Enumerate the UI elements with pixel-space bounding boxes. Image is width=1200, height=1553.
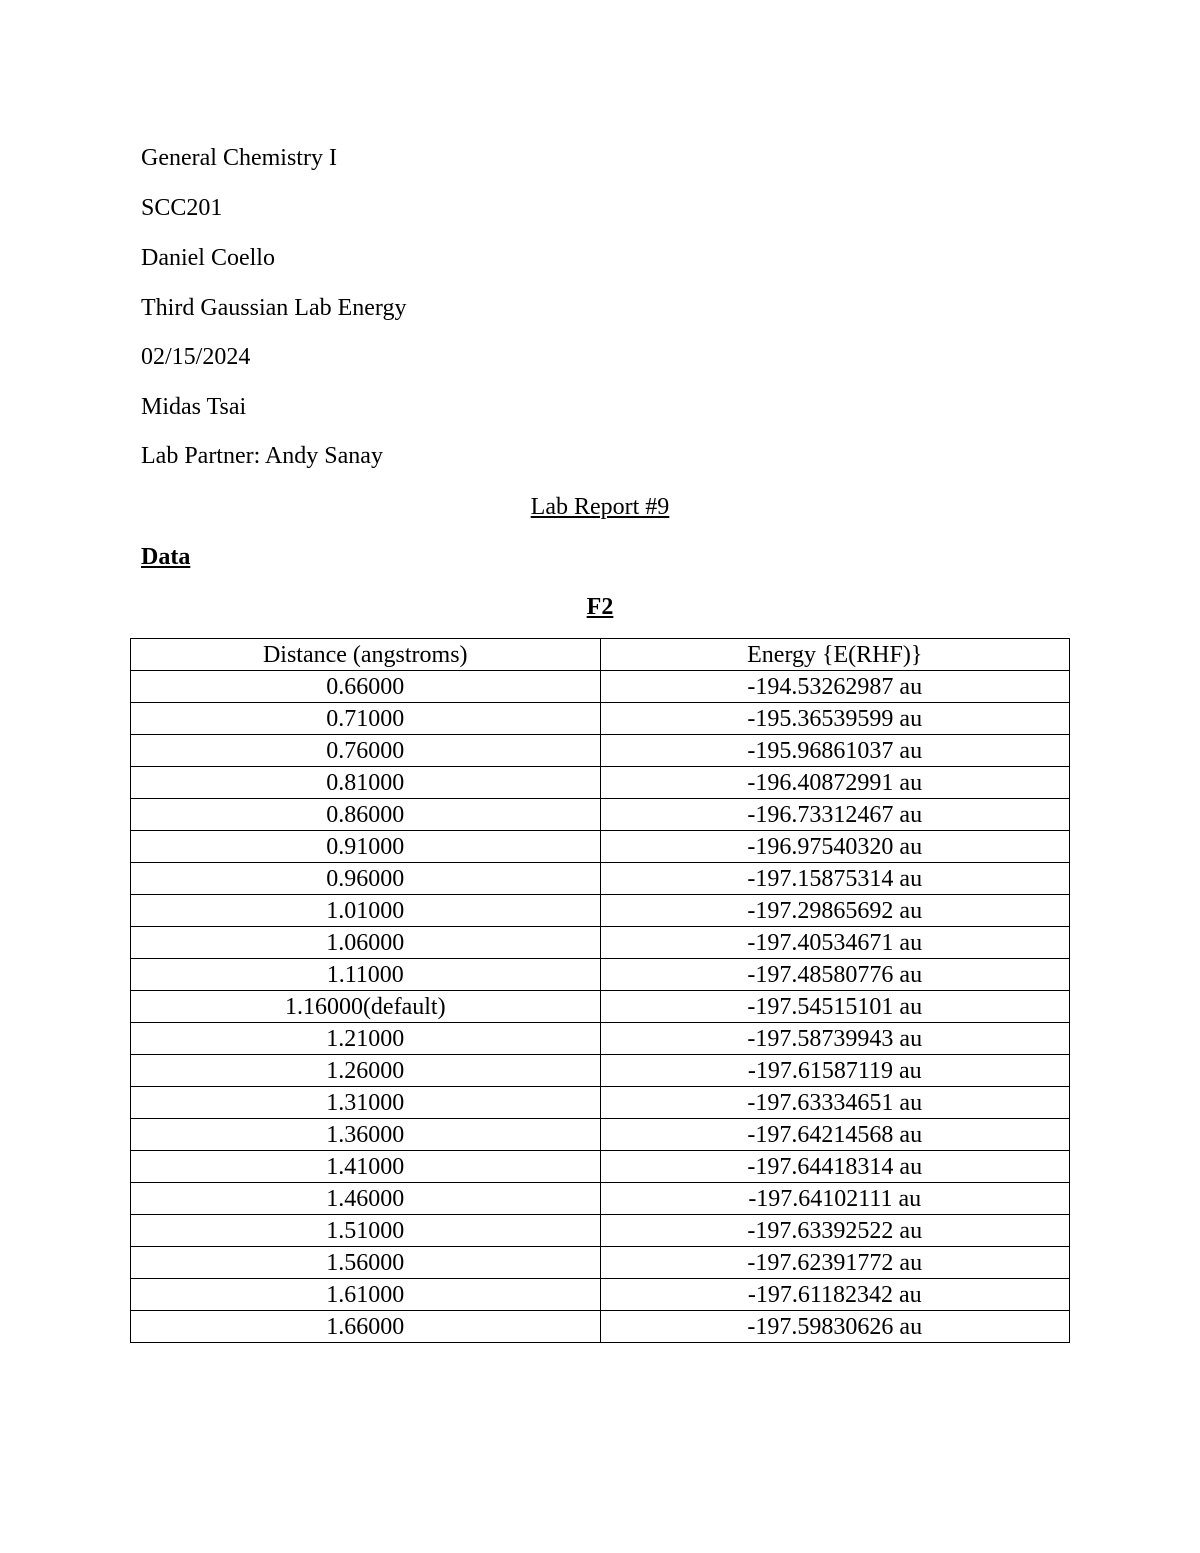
data-section-heading: Data xyxy=(141,544,191,570)
distance-cell: 1.56000 xyxy=(131,1247,601,1279)
distance-cell: 0.76000 xyxy=(131,735,601,767)
distance-cell: 0.91000 xyxy=(131,831,601,863)
distance-cell: 1.66000 xyxy=(131,1311,601,1343)
energy-cell: -197.15875314 au xyxy=(600,863,1070,895)
table-row xyxy=(131,927,1070,959)
energy-cell: -195.96861037 au xyxy=(600,735,1070,767)
instructor-name: Midas Tsai xyxy=(141,394,247,420)
distance-cell: 1.21000 xyxy=(131,1023,601,1055)
energy-cell: -197.61182342 au xyxy=(600,1279,1070,1311)
table-row xyxy=(131,895,1070,927)
energy-cell: -197.58739943 au xyxy=(600,1023,1070,1055)
course-code: SCC201 xyxy=(141,195,223,221)
distance-cell: 1.51000 xyxy=(131,1215,601,1247)
distance-cell: 1.36000 xyxy=(131,1119,601,1151)
distance-cell: 1.46000 xyxy=(131,1183,601,1215)
table-row xyxy=(131,799,1070,831)
table-row xyxy=(131,959,1070,991)
lab-partner: Lab Partner: Andy Sanay xyxy=(141,443,383,469)
distance-cell: 0.86000 xyxy=(131,799,601,831)
report-date: 02/15/2024 xyxy=(141,344,251,370)
distance-cell: 0.71000 xyxy=(131,703,601,735)
energy-cell: -196.40872991 au xyxy=(600,767,1070,799)
distance-cell: 1.06000 xyxy=(131,927,601,959)
distance-cell: 1.61000 xyxy=(131,1279,601,1311)
energy-cell: -194.53262987 au xyxy=(600,671,1070,703)
table-row xyxy=(131,1023,1070,1055)
energy-cell: -197.62391772 au xyxy=(600,1247,1070,1279)
distance-cell: 1.16000(default) xyxy=(131,991,601,1023)
energy-cell: -197.64102111 au xyxy=(600,1183,1070,1215)
table-row xyxy=(131,1055,1070,1087)
table-row xyxy=(131,863,1070,895)
energy-data-table xyxy=(130,638,1070,1343)
report-title: Lab Report #9 xyxy=(530,494,670,520)
distance-cell: 0.96000 xyxy=(131,863,601,895)
table-row xyxy=(131,735,1070,767)
lab-title: Third Gaussian Lab Energy xyxy=(141,295,407,321)
table-row xyxy=(131,1087,1070,1119)
table-row xyxy=(131,1215,1070,1247)
distance-cell: 1.11000 xyxy=(131,959,601,991)
energy-cell: -197.61587119 au xyxy=(600,1055,1070,1087)
energy-cell: -197.40534671 au xyxy=(600,927,1070,959)
table-row xyxy=(131,671,1070,703)
distance-cell: 1.01000 xyxy=(131,895,601,927)
energy-cell: -197.63392522 au xyxy=(600,1215,1070,1247)
energy-cell: -195.36539599 au xyxy=(600,703,1070,735)
table-header-row xyxy=(131,639,1070,671)
table-row xyxy=(131,1247,1070,1279)
student-name: Daniel Coello xyxy=(141,245,275,271)
energy-cell: -197.64214568 au xyxy=(600,1119,1070,1151)
distance-cell: 0.66000 xyxy=(131,671,601,703)
energy-cell: -197.29865692 au xyxy=(600,895,1070,927)
energy-cell: -197.48580776 au xyxy=(600,959,1070,991)
table-row xyxy=(131,991,1070,1023)
column-header-energy: Energy {E(RHF)} xyxy=(600,639,1070,671)
table-row xyxy=(131,767,1070,799)
table-row xyxy=(131,831,1070,863)
table-title: F2 xyxy=(586,594,614,620)
distance-cell: 1.26000 xyxy=(131,1055,601,1087)
column-header-distance: Distance (angstroms) xyxy=(131,639,601,671)
distance-cell: 1.41000 xyxy=(131,1151,601,1183)
table-row xyxy=(131,1183,1070,1215)
table-row xyxy=(131,703,1070,735)
table-row xyxy=(131,1151,1070,1183)
distance-cell: 1.31000 xyxy=(131,1087,601,1119)
energy-cell: -197.64418314 au xyxy=(600,1151,1070,1183)
table-row xyxy=(131,1119,1070,1151)
energy-cell: -197.59830626 au xyxy=(600,1311,1070,1343)
table-row xyxy=(131,1311,1070,1343)
energy-cell: -196.97540320 au xyxy=(600,831,1070,863)
distance-cell: 0.81000 xyxy=(131,767,601,799)
energy-cell: -196.73312467 au xyxy=(600,799,1070,831)
table-row xyxy=(131,1279,1070,1311)
course-name: General Chemistry I xyxy=(141,145,337,171)
energy-cell: -197.63334651 au xyxy=(600,1087,1070,1119)
energy-cell: -197.54515101 au xyxy=(600,991,1070,1023)
